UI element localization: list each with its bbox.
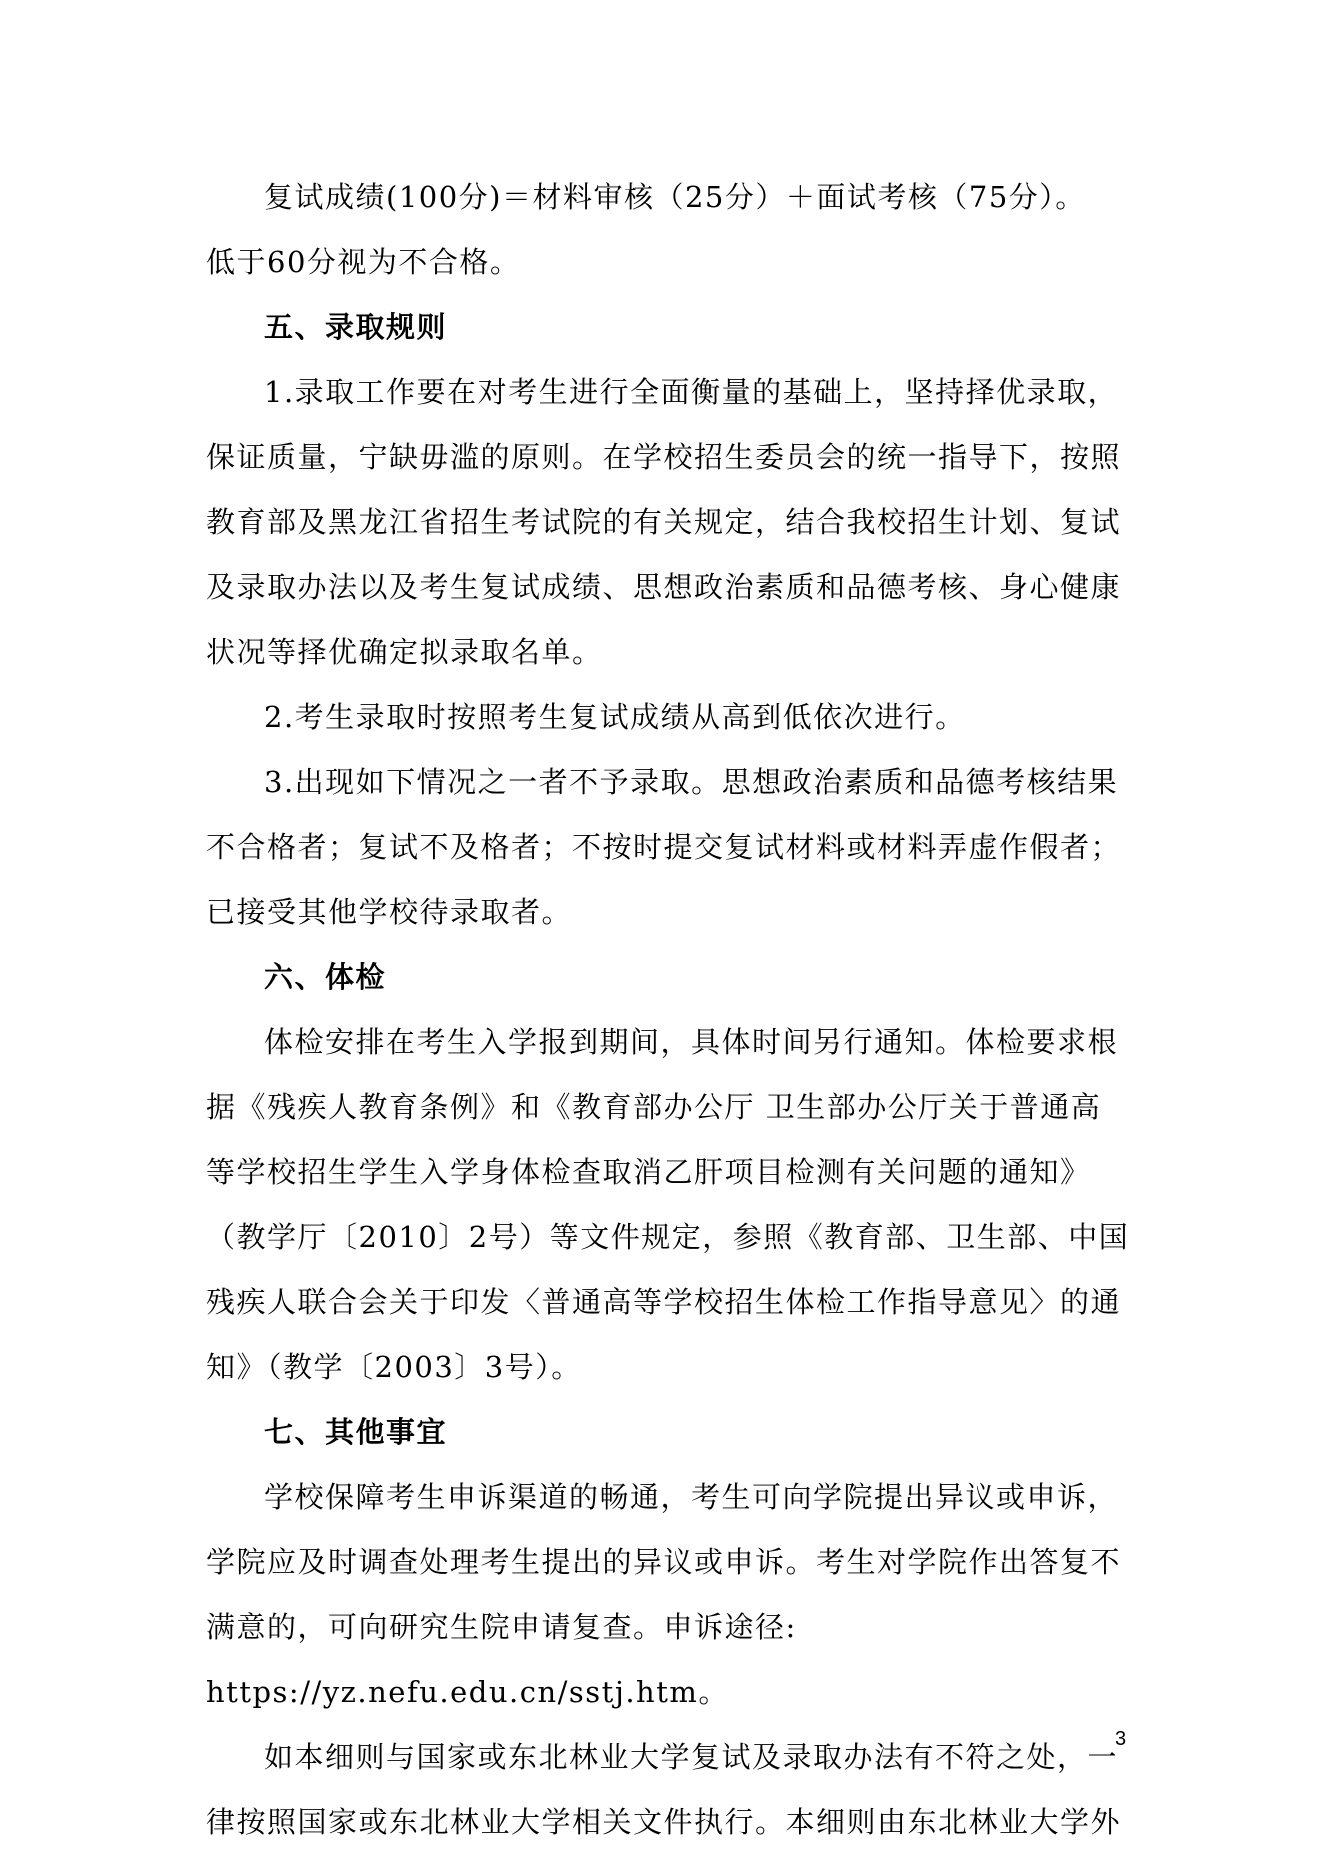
text-line: 不合格者；复试不及格者；不按时提交复试材料或材料弄虚作假者； [206, 830, 1122, 864]
text-line: 学院应及时调查处理考生提出的异议或申诉。考生对学院作出答复不 [206, 1545, 1122, 1579]
text-line: 知》（教学〔2003〕3号）。 [206, 1350, 582, 1384]
text-line: 体检安排在考生入学报到期间，具体时间另行通知。体检要求根 [264, 1025, 1119, 1059]
text-line: 保证质量，宁缺毋滥的原则。在学校招生委员会的统一指导下，按照 [206, 440, 1122, 474]
text-line: 低于60分视为不合格。 [206, 245, 521, 279]
text-line: 复试成绩(100分)＝材料审核（25分）＋面试考核（75分）。 [264, 180, 1086, 214]
section-heading: 七、其他事宜 [264, 1415, 448, 1449]
text-line: 及录取办法以及考生复试成绩、思想政治素质和品德考核、身心健康 [206, 570, 1122, 604]
text-line: https://yz.nefu.edu.cn/sstj.htm。 [206, 1675, 729, 1709]
page-number: 3 [1115, 1728, 1127, 1750]
text-line: 学校保障考生申诉渠道的畅通，考生可向学院提出异议或申诉， [264, 1480, 1119, 1514]
text-line: 教育部及黑龙江省招生考试院的有关规定，结合我校招生计划、复试 [206, 505, 1122, 539]
text-line: 3.出现如下情况之一者不予录取。思想政治素质和品德考核结果 [264, 765, 1119, 799]
section-heading: 六、体检 [264, 960, 387, 994]
document-body [206, 165, 1130, 1855]
text-line: 满意的，可向研究生院申请复查。申诉途径: [206, 1610, 797, 1644]
text-line: 1.录取工作要在对考生进行全面衡量的基础上，坚持择优录取， [264, 375, 1119, 409]
section-heading: 五、录取规则 [264, 310, 448, 344]
text-line: 据《残疾人教育条例》和《教育部办公厅 卫生部办公厅关于普通高 [206, 1090, 1102, 1124]
text-line: 状况等择优确定拟录取名单。 [206, 635, 603, 669]
text-line: 2.考生录取时按照考生复试成绩从高到低依次进行。 [264, 700, 966, 734]
text-line: 等学校招生学生入学身体检查取消乙肝项目检测有关问题的通知》 [206, 1155, 1091, 1189]
text-line: 已接受其他学校待录取者。 [206, 895, 573, 929]
text-line: 如本细则与国家或东北林业大学复试及录取办法有不符之处，一 [264, 1740, 1119, 1774]
text-line: 残疾人联合会关于印发〈普通高等学校招生体检工作指导意见〉的通 [206, 1285, 1122, 1319]
text-line: （教学厅〔2010〕2号）等文件规定，参照《教育部、卫生部、中国 [206, 1220, 1130, 1254]
text-line: 律按照国家或东北林业大学相关文件执行。本细则由东北林业大学外 [206, 1805, 1122, 1839]
